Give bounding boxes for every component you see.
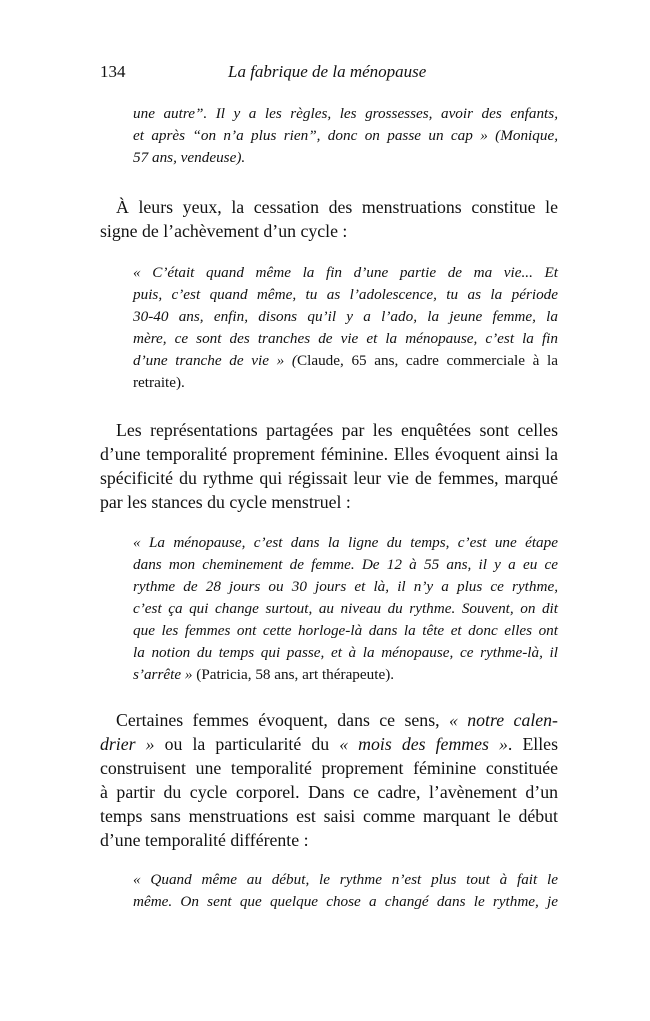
italic-text: une autre”. Il y a les règles, les grossesses, avoir des enfants,	[133, 105, 558, 122]
italic-text: rythme de 28 jours ou 30 jours et là, il n’y a plus ce rythme,	[133, 578, 558, 595]
text-span: À leurs yeux, la cessation des menstruations constitue le	[116, 197, 558, 217]
text-line	[133, 554, 558, 576]
italic-text: dans mon cheminement de femme. De 12 à 55 ans, il y a eu ce	[133, 556, 558, 573]
quote-block-final	[133, 869, 558, 913]
text-line	[133, 869, 558, 891]
text-line	[100, 195, 558, 219]
italic-text: que les femmes ont cette horloge-là dans la tête et donc elles ont	[133, 622, 558, 639]
italic-text: 57 ans, vendeuse).	[133, 149, 246, 166]
text-line	[133, 306, 558, 328]
italic-text: la notion du temps qui passe, et à la ménopause, ce rythme-là, il	[133, 644, 558, 661]
quote-block-monique	[133, 103, 558, 169]
text-span: signe de l’achèvement d’un cycle :	[100, 221, 348, 241]
italic-text: « La ménopause, c’est dans la ligne du temps, c’est une étape	[133, 534, 558, 551]
text-span: spécificité du rythme qui régissait leur vie de femmes, marqué	[100, 468, 558, 488]
text-span: par les stances du cycle menstruel :	[100, 492, 351, 512]
text-line	[133, 891, 558, 913]
italic-text: « mois des femmes »	[339, 734, 508, 754]
text-line	[100, 708, 558, 732]
italic-text: « Quand même au début, le rythme n’est plus tout à fait le	[133, 871, 558, 888]
text-line	[100, 219, 558, 243]
text-line	[133, 328, 558, 350]
text-span: (Patricia, 58 ans, art thérapeute).	[196, 666, 395, 683]
text-line	[100, 732, 558, 756]
text-line	[100, 418, 558, 442]
text-span: d’une temporalité différente :	[100, 830, 309, 850]
italic-text: puis, c’est quand même, tu as l’adolescence, tu as la période	[133, 286, 558, 303]
text-span: . Elles	[507, 734, 558, 754]
italic-text: et après “on n’a plus rien”, donc on passe un cap » (Monique,	[133, 127, 558, 144]
text-span: à partir du cycle corporel. Dans ce cadre, l’avènement d’un	[100, 782, 558, 802]
text-span: Les représentations partagées par les enquêtées sont celles	[116, 420, 558, 440]
italic-text: d’une tranche de vie » (	[133, 352, 297, 369]
quote-block-patricia	[133, 532, 558, 686]
text-line	[133, 262, 558, 284]
text-line	[100, 442, 558, 466]
text-line	[133, 598, 558, 620]
text-span: d’une temporalité proprement féminine. Elles évoquent ainsi la	[100, 444, 558, 464]
text-span: ou la particularité du	[154, 734, 340, 754]
text-line	[133, 125, 558, 147]
running-title: La fabrique de la ménopause	[228, 62, 427, 81]
text-line	[100, 490, 558, 514]
paragraph-calendar	[100, 708, 558, 852]
text-line	[133, 620, 558, 642]
italic-text: « notre calen-	[448, 710, 558, 730]
text-line	[133, 642, 558, 664]
italic-text: 30-40 ans, enfin, disons qu’il y a l’ado, la jeune femme, la	[133, 308, 558, 325]
text-line	[100, 780, 558, 804]
text-line	[133, 372, 558, 394]
text-line	[133, 147, 558, 169]
quote-block-claude	[133, 262, 558, 394]
text-line	[133, 350, 558, 372]
text-line	[100, 828, 558, 852]
text-span: Claude, 65 ans, cadre commerciale à la	[296, 352, 558, 369]
paragraph-cycle-end	[100, 195, 558, 243]
italic-text: même. On sent que quelque chose a changé dans le rythme, je	[133, 893, 558, 910]
text-line	[133, 664, 558, 686]
text-line	[100, 466, 558, 490]
text-line	[100, 756, 558, 780]
text-line	[133, 103, 558, 125]
paragraph-temporality	[100, 418, 558, 514]
text-line	[133, 284, 558, 306]
text-span: retraite).	[133, 374, 185, 391]
text-span: Certaines femmes évoquent, dans ce sens,	[116, 710, 449, 730]
italic-text: mère, ce sont des tranches de vie et la ménopause, c’est la fin	[133, 330, 558, 347]
text-line	[133, 532, 558, 554]
page-number: 134	[100, 62, 126, 81]
italic-text: « C’était quand même la fin d’une partie de ma vie... Et	[133, 264, 558, 281]
italic-text: c’est ça qui change surtout, au niveau du rythme. Souvent, on dit	[133, 600, 558, 617]
italic-text: drier »	[100, 734, 155, 754]
page-header	[100, 62, 558, 86]
text-line	[133, 576, 558, 598]
text-span: construisent une temporalité proprement féminine constituée	[100, 758, 558, 778]
italic-text: s’arrête »	[133, 666, 197, 683]
text-span: temps sans menstruations est saisi comme marquant le début	[100, 806, 558, 826]
text-line	[100, 804, 558, 828]
